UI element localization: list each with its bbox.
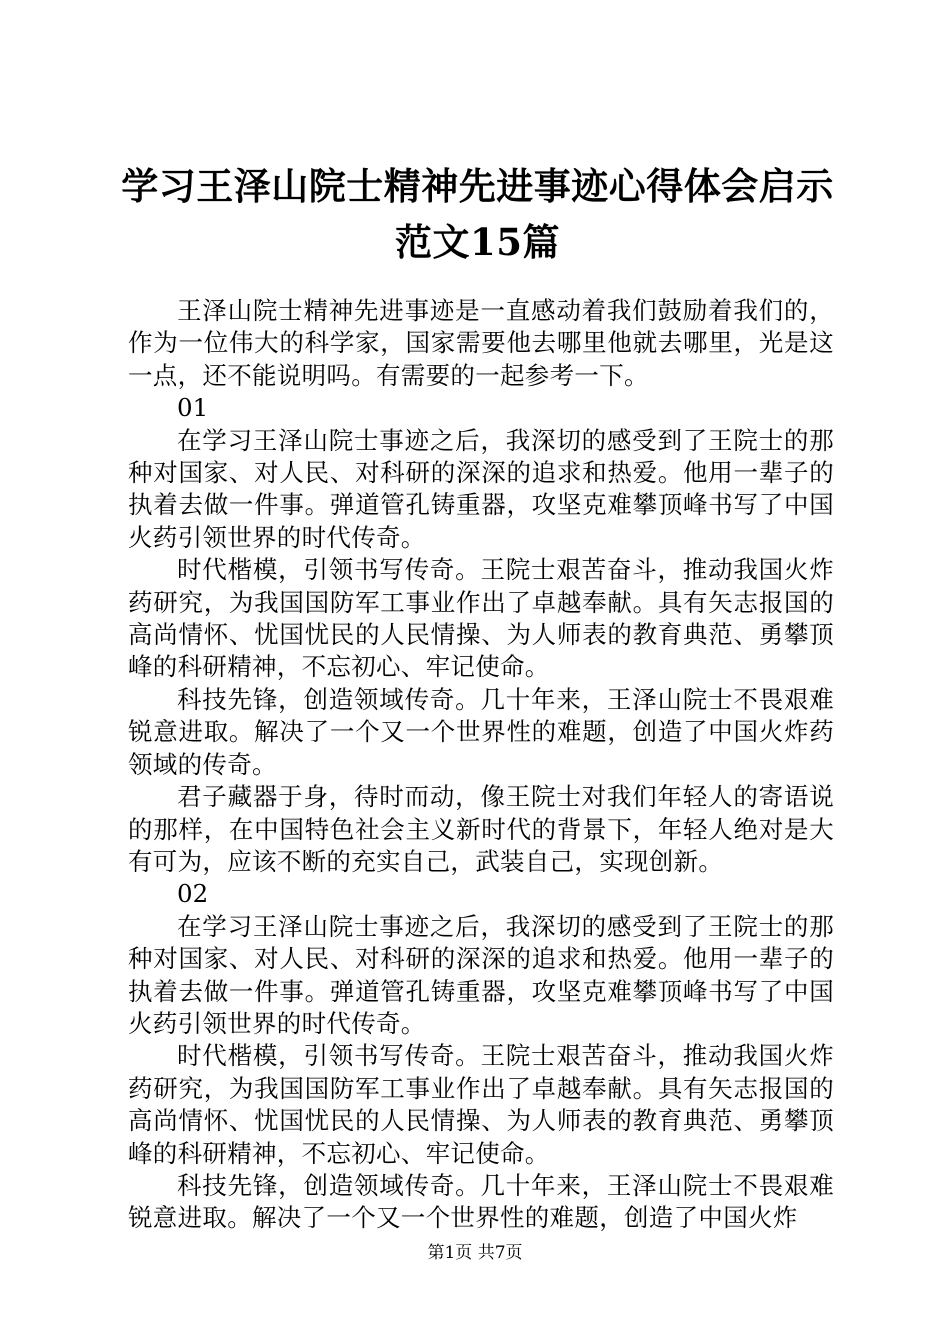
page-footer: 第1页 共7页 — [427, 1243, 523, 1263]
body-paragraph: 科技先锋，创造领域传奇。几十年来，王泽山院士不畏艰难锐意进取。解决了一个又一个世界性的难题，创造了中国火炸 — [128, 1170, 834, 1233]
section-number: 02 — [177, 879, 209, 909]
body-paragraph: 在学习王泽山院士事迹之后，我深切的感受到了王院士的那种对国家、对人民、对科研的深深的追求和热爱。他用一辈子的执着去做一件事。弹道管孔铸重器，攻坚克难攀顶峰书写了中国火药引领世界的时代传奇。 — [128, 911, 834, 1038]
document-body — [128, 295, 834, 1233]
body-paragraph: 在学习王泽山院士事迹之后，我深切的感受到了王院士的那种对国家、对人民、对科研的深深的追求和热爱。他用一辈子的执着去做一件事。弹道管孔铸重器，攻坚克难攀顶峰书写了中国火药引领世界的时代传奇。 — [128, 425, 834, 552]
document-title: 学习王泽山院士精神先进事迹心得体会启示范文15篇 — [121, 164, 834, 264]
section-number: 01 — [177, 393, 209, 423]
body-paragraph: 时代楷模，引领书写传奇。王院士艰苦奋斗，推动我国火炸药研究，为我国国防军工事业作出了卓越奉献。具有矢志报国的高尚情怀、忧国忧民的人民情操、为人师表的教育典范、勇攀顶峰的科研精神，不忘初心、牢记使命。 — [128, 1041, 834, 1168]
body-paragraph: 君子藏器于身，待时而动，像王院士对我们年轻人的寄语说的那样，在中国特色社会主义新时代的背景下，年轻人绝对是大有可为，应该不断的充实自己，武装自己，实现创新。 — [128, 782, 834, 876]
body-paragraph: 时代楷模，引领书写传奇。王院士艰苦奋斗，推动我国火炸药研究，为我国国防军工事业作出了卓越奉献。具有矢志报国的高尚情怀、忧国忧民的人民情操、为人师表的教育典范、勇攀顶峰的科研精神，不忘初心、牢记使命。 — [128, 555, 834, 682]
body-paragraph: 科技先锋，创造领域传奇。几十年来，王泽山院士不畏艰难锐意进取。解决了一个又一个世界性的难题，创造了中国火炸药领域的传奇。 — [128, 684, 834, 779]
intro-paragraph: 王泽山院士精神先进事迹是一直感动着我们鼓励着我们的，作为一位伟大的科学家，国家需要他去哪里他就去哪里，光是这一点，还不能说明吗。有需要的一起参考一下。 — [128, 296, 834, 390]
